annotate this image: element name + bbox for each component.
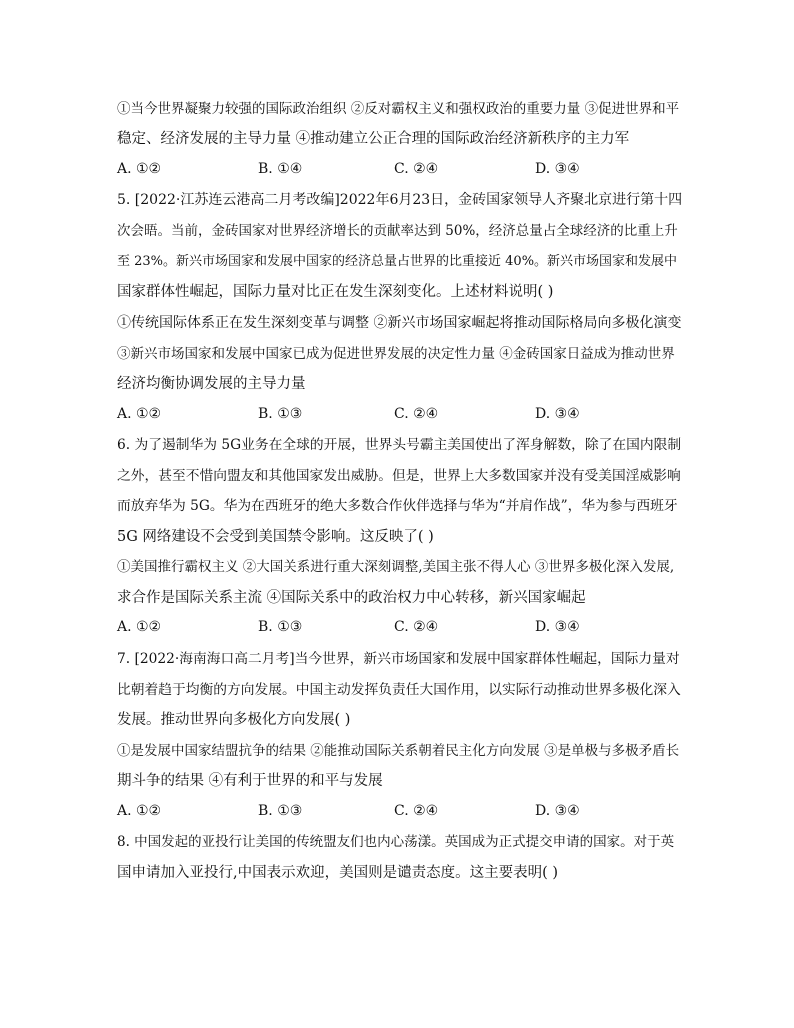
q4-option-b[interactable]: B. ①④	[258, 161, 303, 177]
q5-option-b[interactable]: B. ①③	[258, 406, 303, 422]
q4-statement-line-2: 稳定、经济发展的主导力量 ④推动建立公正合理的国际政治经济新秩序的主力军	[117, 131, 630, 147]
q6-stem-line-2: 之外，甚至不惜向盟友和其他国家发出威胁。但是，世界上大多数国家并没有受美国淫威影响	[117, 468, 681, 484]
q5-option-c[interactable]: C. ②④	[394, 406, 439, 422]
q6-statement-line-1: ①美国推行霸权主义 ②大国关系进行重大深刻调整,美国主张不得人心 ③世界多极化深入发展,	[117, 559, 675, 575]
q6-option-c[interactable]: C. ②④	[394, 619, 439, 635]
q7-option-a[interactable]: A. ①②	[117, 803, 162, 819]
q5-stem-line-1: 5. [2022·江苏连云港高二月考改编]2022年6月23日，金砖国家领导人齐聚北京进行第十四	[117, 192, 683, 208]
q6-option-b[interactable]: B. ①③	[258, 619, 303, 635]
q7-stem-line-2: 比朝着趋于均衡的方向发展。中国主动发挥负责任大国作用，以实际行动推动世界多极化深入	[117, 682, 681, 698]
q4-option-d[interactable]: D. ③④	[535, 161, 580, 177]
q7-stem-line-3: 发展。推动世界向多极化方向发展( )	[117, 712, 351, 728]
q8-stem-line-2: 国申请加入亚投行,中国表示欢迎，美国则是谴责态度。这主要表明( )	[117, 865, 559, 881]
q6-option-d[interactable]: D. ③④	[535, 619, 580, 635]
q5-statement-line-3: 经济均衡协调发展的主导力量	[117, 376, 306, 392]
q7-statement-line-2: 期斗争的结果 ④有利于世界的和平与发展	[117, 773, 383, 789]
q7-options	[117, 803, 682, 821]
q7-option-b[interactable]: B. ①③	[258, 803, 303, 819]
q5-statement-line-2: ③新兴市场国家和发展中国家已成为促进世界发展的决定性力量 ④金砖国家日益成为推动世界	[117, 346, 675, 362]
q6-option-a[interactable]: A. ①②	[117, 619, 162, 635]
q7-statement-line-1: ①是发展中国家结盟抗争的结果 ②能推动国际关系朝着民主化方向发展 ③是单极与多极矛盾长	[117, 743, 680, 759]
q6-stem-line-4: 5G 网络建设不会受到美国禁令影响。这反映了( )	[117, 529, 434, 545]
q5-option-a[interactable]: A. ①②	[117, 406, 162, 422]
q5-options	[117, 406, 682, 424]
q4-option-c[interactable]: C. ②④	[394, 161, 439, 177]
q5-stem-line-2: 次会晤。当前，金砖国家对世界经济增长的贡献率达到 50%，经济总量占全球经济的比重上升	[117, 223, 678, 239]
q4-statement-line-1: ①当今世界凝聚力较强的国际政治组织 ②反对霸权主义和强权政治的重要力量 ③促进世界和平	[117, 101, 680, 117]
q5-stem-line-3: 至 23%。新兴市场国家和发展中国家的经济总量占世界的比重接近 40%。新兴市场国家和发展中	[117, 254, 678, 269]
q6-options	[117, 619, 682, 637]
q5-statement-line-1: ①传统国际体系正在发生深刻变革与调整 ②新兴市场国家崛起将推动国际格局向多极化演变	[117, 315, 682, 331]
q8-stem-line-1: 8. 中国发起的亚投行让美国的传统盟友们也内心荡漾。英国成为正式提交申请的国家。对于英	[117, 834, 675, 850]
q6-stem-line-3: 而放弃华为 5G。华为在西班牙的绝大多数合作伙伴选择与华为“并肩作战”，华为参与西班牙	[117, 498, 678, 514]
q7-option-d[interactable]: D. ③④	[535, 803, 580, 819]
q4-option-a[interactable]: A. ①②	[117, 161, 162, 177]
q4-options	[117, 161, 682, 179]
q6-stem-line-1: 6. 为了遏制华为 5G业务在全球的开展，世界头号霸主美国使出了浑身解数，除了在国内限制	[117, 437, 682, 453]
q6-statement-line-2: 求合作是国际关系主流 ④国际关系中的政治权力中心转移，新兴国家崛起	[117, 590, 586, 606]
q7-option-c[interactable]: C. ②④	[394, 803, 439, 819]
q5-stem-line-4: 国家群体性崛起，国际力量对比正在发生深刻变化。上述材料说明( )	[117, 284, 554, 300]
q5-option-d[interactable]: D. ③④	[535, 406, 580, 422]
q7-stem-line-1: 7. [2022·海南海口高二月考]当今世界，新兴市场国家和发展中国家群体性崛起，国际力量对	[117, 651, 680, 667]
